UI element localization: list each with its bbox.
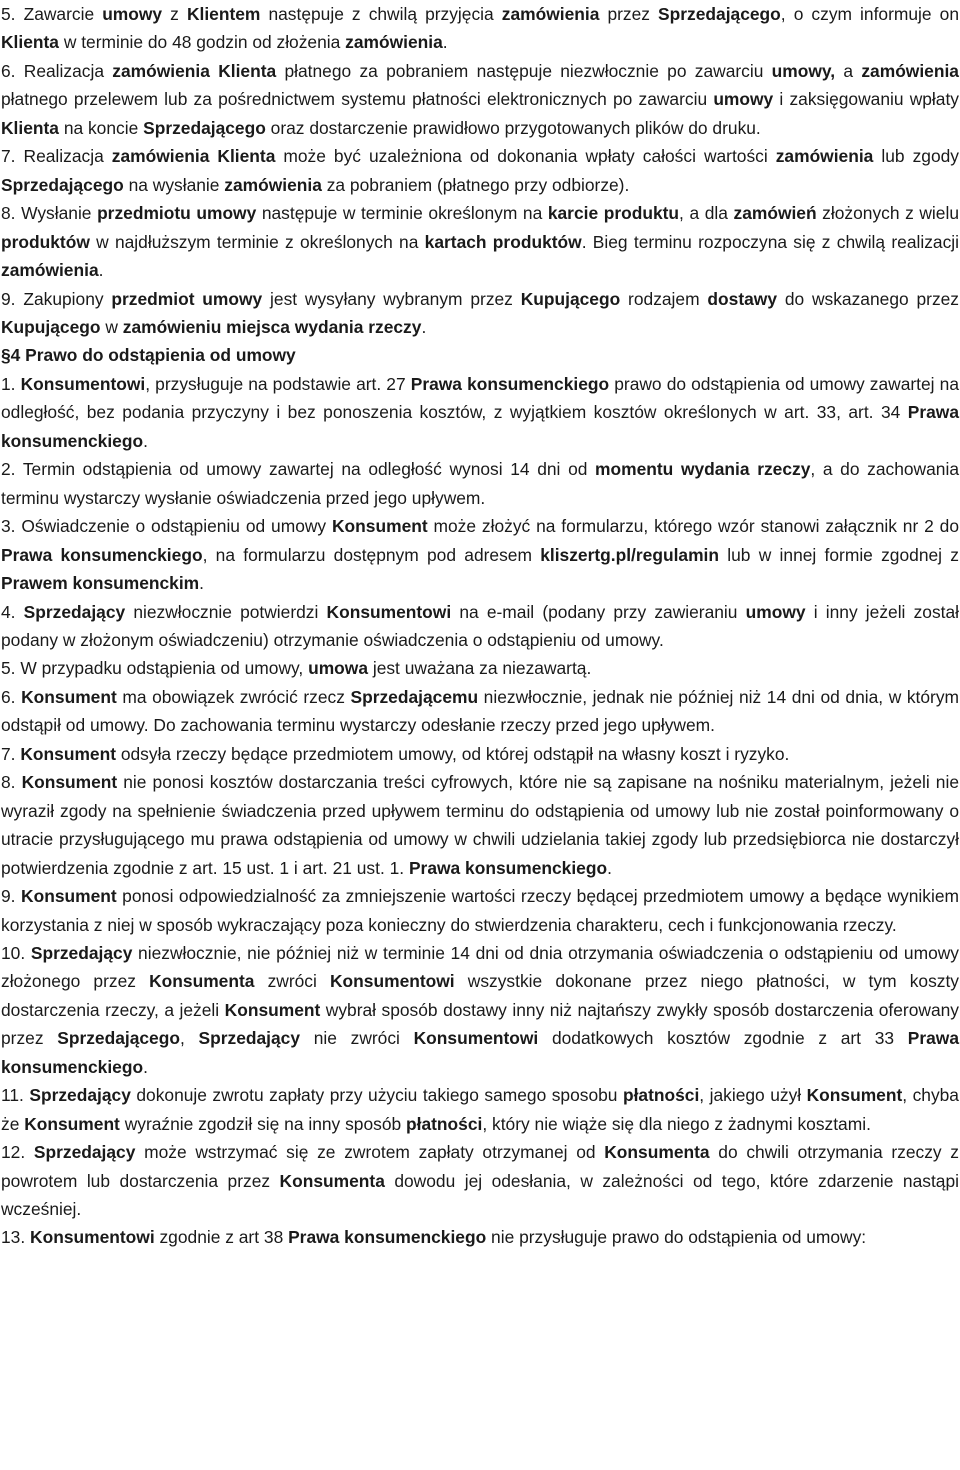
- bold-term: Konsumenta: [149, 971, 255, 992]
- bold-term: zamówienia Klienta: [112, 60, 277, 81]
- bold-term: Sprzedającemu: [350, 686, 479, 707]
- section-heading: [1, 341, 959, 369]
- text-run: .: [98, 260, 104, 281]
- bold-term: Sprzedającego: [658, 4, 781, 24]
- bold-term: Konsumenta: [279, 1170, 385, 1191]
- text-run: , o czym informuje on: [780, 4, 959, 24]
- bold-term: Konsumentowi: [330, 971, 455, 992]
- bold-term: kartach produktów: [424, 231, 582, 252]
- text-run: , jakiego użył: [699, 1085, 807, 1106]
- bold-term: Sprzedający: [198, 1028, 301, 1049]
- paragraph: [1, 683, 959, 740]
- text-run: zgodnie z art 38: [154, 1227, 289, 1248]
- text-run: za pobraniem (płatnego przy odbiorze).: [321, 174, 630, 195]
- text-run: jest uważana za niezawartą.: [368, 658, 592, 679]
- text-run: oraz dostarczenie prawidłowo przygotowanych plików do druku.: [265, 117, 761, 138]
- text-run: 4.: [1, 601, 24, 622]
- text-run: zwróci: [254, 971, 330, 992]
- bold-term: Konsument: [332, 516, 428, 537]
- text-run: 10.: [1, 942, 31, 963]
- paragraph: [1, 768, 959, 882]
- text-run: i zaksięgowaniu wpłaty: [773, 89, 959, 110]
- text-run: z: [162, 4, 187, 24]
- bold-term: Konsument: [20, 743, 116, 764]
- text-run: i inny jeżeli został podany w złożonym oświadczeniu) otrzymanie oświadczenia o odstąpieniu od umowy.: [1, 601, 960, 650]
- text-run: , który nie wiąże się dla niego z żadnymi kosztami.: [482, 1113, 871, 1134]
- text-run: w terminie do 48 godzin od złożenia: [58, 32, 346, 53]
- bold-term: Prawa konsumenckiego: [288, 1227, 487, 1248]
- bold-term: Sprzedającego: [1, 174, 124, 195]
- text-run: w: [100, 316, 123, 337]
- bold-term: Prawa konsumenckiego: [410, 373, 610, 394]
- bold-term: umowy,: [771, 60, 836, 81]
- paragraph: [1, 598, 959, 655]
- text-run: , przysługuje na podstawie art. 27: [145, 373, 411, 394]
- text-run: lub w innej formie zgodnej z: [718, 544, 959, 565]
- bold-term: Klienta: [1, 32, 59, 53]
- text-run: , chyba że: [1, 1085, 959, 1134]
- text-run: 5. W przypadku odstąpienia od umowy,: [1, 658, 309, 679]
- text-run: w najdłuższym terminie z określonych na: [89, 231, 425, 252]
- text-run: może być uzależniona od dokonania wpłaty całości wartości: [275, 146, 776, 167]
- bold-term: Prawa konsumenckiego: [408, 857, 608, 878]
- text-run: dowodu jej odesłania, w zależności od tego, które zdarzenie nastąpi wcześniej.: [1, 1170, 960, 1220]
- text-run: 12.: [1, 1142, 34, 1163]
- bold-term: Konsumentowi: [413, 1028, 539, 1049]
- text-run: , a do zachowania terminu wystarczy wysłanie oświadczenia przed jego upływem.: [1, 459, 959, 508]
- text-run: 6. Realizacja: [1, 60, 113, 81]
- paragraph: [1, 57, 959, 142]
- text-run: a: [835, 60, 862, 81]
- text-run: może wstrzymać się ze zwrotem zapłaty otrzymanej od: [135, 1142, 605, 1163]
- text-run: przez: [599, 4, 659, 24]
- bold-term: Sprzedający: [23, 601, 126, 622]
- text-run: odsyła rzeczy będące przedmiotem umowy, od której odstąpił na własny koszt i ryzyko.: [116, 743, 790, 764]
- bold-term: umowy: [102, 4, 163, 24]
- text-run: .: [143, 430, 148, 451]
- text-run: ma obowiązek zwrócić rzecz: [116, 686, 351, 707]
- text-run: .: [199, 573, 204, 594]
- text-run: wszystkie dokonane przez niego płatności, w tym koszty dostarczenia rzeczy, a jeżeli: [1, 971, 959, 1020]
- paragraph: [1, 142, 959, 199]
- bold-term: zamówienia: [1, 260, 99, 281]
- text-run: niezwłocznie potwierdzi: [125, 601, 327, 622]
- bold-term: zamówienia: [501, 4, 600, 24]
- bold-term: Konsumentowi: [326, 601, 452, 622]
- bold-term: Konsumentowi: [30, 1227, 155, 1248]
- bold-term: Klienta: [1, 117, 59, 138]
- text-run: płatnego za pobraniem następuje niezwłocznie po zawarciu: [276, 60, 772, 81]
- bold-term: Konsument: [21, 886, 117, 907]
- bold-term: Konsument: [806, 1085, 903, 1106]
- bold-term: umowy: [713, 89, 774, 110]
- text-run: wybrał sposób dostawy inny niż najtańszy zwykły sposób dostarczenia oferowany przez: [1, 999, 959, 1049]
- text-run: na wysłanie: [123, 174, 225, 195]
- bold-term: zamówień: [733, 203, 817, 224]
- paragraph: [1, 455, 959, 512]
- text-run: ponosi odpowiedzialność za zmniejszenie wartości rzeczy będącej przedmiotem umowy a będące wynikiem korzystania z niej w sposób wykraczający poza konieczny do stwierdzenia charakteru, cech i funkcjonowania rzeczy.: [1, 886, 959, 935]
- paragraph: [1, 939, 959, 1081]
- bold-term: dostawy: [707, 288, 777, 309]
- paragraph: [1, 512, 959, 597]
- text-run: . Bieg terminu rozpoczyna się z chwilą realizacji: [581, 231, 960, 252]
- text-run: nie zwróci: [300, 1028, 414, 1049]
- bold-term: Prawa konsumenckiego: [1, 1028, 960, 1077]
- bold-term: Sprzedający: [33, 1142, 136, 1163]
- bold-term: Kupującego: [520, 288, 621, 309]
- paragraph: [1, 199, 959, 284]
- text-run: niezwłocznie, jednak nie później niż 14 dni od dnia, w którym odstąpił od umowy. Do zachowania terminu wystarczy odesłanie rzeczy przed jego upływem.: [1, 686, 959, 736]
- text-run: 7.: [1, 743, 21, 764]
- bold-term: Konsument: [224, 999, 321, 1020]
- text-run: 8. Wysłanie: [1, 203, 98, 224]
- bold-term: zamówienia: [345, 32, 443, 53]
- text-run: następuje w terminie określonym na: [256, 203, 548, 224]
- text-run: 1.: [1, 373, 21, 394]
- bold-term: płatności: [622, 1085, 700, 1106]
- bold-term: Kupującego: [1, 316, 101, 337]
- text-run: dokonuje zwrotu zapłaty przy użyciu takiego samego sposobu: [130, 1085, 623, 1106]
- bold-term: przedmiotu umowy: [97, 203, 257, 224]
- text-run: do wskazanego przez: [777, 288, 960, 309]
- bold-term: kliszertg.pl/regulamin: [540, 544, 719, 565]
- text-run: lub zgody: [873, 146, 959, 167]
- text-run: rodzajem: [620, 288, 708, 309]
- bold-term: momentu wydania rzeczy: [595, 459, 811, 480]
- bold-term: produktów: [1, 231, 90, 252]
- text-run: 9. Zakupiony: [1, 288, 112, 309]
- bold-term: przedmiot umowy: [111, 288, 263, 309]
- text-run: na koncie: [58, 117, 144, 138]
- text-run: złożonych z wielu: [816, 203, 960, 224]
- bold-term: Sprzedającego: [143, 117, 266, 138]
- text-run: .: [421, 316, 427, 337]
- paragraph: [1, 1138, 959, 1223]
- bold-term: Prawa konsumenckiego: [1, 402, 959, 451]
- paragraph: [1, 654, 959, 682]
- text-run: 11.: [1, 1085, 30, 1106]
- text-run: , a dla: [679, 203, 734, 224]
- text-run: 13.: [1, 1227, 31, 1248]
- bold-term: Konsumentowi: [20, 373, 146, 394]
- bold-term: zamówienia: [775, 146, 874, 167]
- text-run: prawo do odstąpienia od umowy zawartej na odległość, bez podania przyczyny i bez ponoszenia kosztów, z wyjątkiem kosztów określonych w art. 33, art. 34: [1, 373, 959, 423]
- paragraph: [1, 285, 959, 342]
- bold-term: Sprzedającego: [57, 1028, 180, 1049]
- text-run: 2. Termin odstąpienia od umowy zawartej na odległość wynosi 14 dni od: [1, 459, 596, 480]
- paragraph: [1, 740, 959, 768]
- text-run: , na formularzu dostępnym pod adresem: [202, 544, 541, 565]
- text-run: niezwłocznie, nie później niż w terminie 14 dni od dnia otrzymania oświadczenia o odstąpieniu od umowy złożonego przez: [1, 942, 960, 992]
- text-run: na e-mail (podany przy zawieraniu: [451, 601, 746, 622]
- text-run: płatnego przelewem lub za pośrednictwem systemu płatności elektronicznych po zawarciu: [1, 89, 714, 110]
- text-run: 7. Realizacja: [1, 146, 112, 167]
- bold-term: Konsumenta: [604, 1142, 710, 1163]
- paragraph: [1, 1223, 959, 1251]
- bold-term: umowy: [745, 601, 806, 622]
- bold-term: płatności: [406, 1113, 483, 1134]
- bold-term: zamówienia: [224, 174, 322, 195]
- paragraph: [1, 882, 959, 939]
- bold-term: zamówienia: [861, 60, 959, 81]
- text-run: .: [143, 1056, 148, 1077]
- bold-term: §4 Prawo do odstąpienia od umowy: [1, 345, 296, 366]
- text-run: 6.: [1, 686, 22, 707]
- text-run: 9.: [1, 886, 22, 907]
- text-run: .: [607, 857, 612, 878]
- bold-term: Konsument: [21, 772, 118, 793]
- text-run: do chwili otrzymania rzeczy z powrotem lub dostarczenia przez: [1, 1142, 959, 1191]
- bold-term: Konsument: [24, 1113, 120, 1134]
- paragraph: [1, 0, 959, 57]
- paragraph: [1, 370, 959, 455]
- text-run: ,: [179, 1028, 199, 1049]
- text-run: 8.: [1, 772, 22, 793]
- bold-term: Klientem: [186, 4, 261, 24]
- text-run: .: [442, 32, 448, 53]
- bold-term: karcie produktu: [547, 203, 680, 224]
- text-run: 3. Oświadczenie o odstąpieniu od umowy: [1, 516, 332, 537]
- bold-term: Prawa konsumenckiego: [1, 544, 203, 565]
- text-run: jest wysyłany wybranym przez: [262, 288, 521, 309]
- bold-term: zamówieniu miejsca wydania rzeczy: [122, 316, 422, 337]
- bold-term: Sprzedający: [29, 1085, 131, 1106]
- bold-term: Konsument: [21, 686, 117, 707]
- text-run: nie ponosi kosztów dostarczania treści cyfrowych, które nie są zapisane na nośniku materialnym, jeżeli nie wyraził zgody na spełnienie świadczenia przed upływem terminu do odstąpienia od umowy lub nie został poinformowany o utracie przysługującego mu prawa odstąpienia od umowy w chwili udzielania takiej zgody lub przedsiębiorca nie dostarczył potwierdzenia zgodnie z art. 15 ust. 1 i art. 21 ust. 1.: [1, 772, 959, 878]
- bold-term: Sprzedający: [30, 942, 133, 963]
- text-run: nie przysługuje prawo do odstąpienia od umowy:: [486, 1227, 867, 1248]
- paragraph: [1, 1081, 959, 1138]
- bold-term: zamówienia Klienta: [111, 146, 276, 167]
- text-run: 5. Zawarcie: [1, 4, 103, 24]
- text-run: następuje z chwilą przyjęcia: [260, 4, 502, 24]
- text-run: dodatkowych kosztów zgodnie z art 33: [538, 1028, 908, 1049]
- text-run: wyraźnie zgodził się na inny sposób: [119, 1113, 406, 1134]
- bold-term: umowa: [308, 658, 368, 679]
- bold-term: Prawem konsumenckim: [1, 573, 200, 594]
- text-run: może złożyć na formularzu, którego wzór stanowi załącznik nr 2 do: [427, 516, 959, 537]
